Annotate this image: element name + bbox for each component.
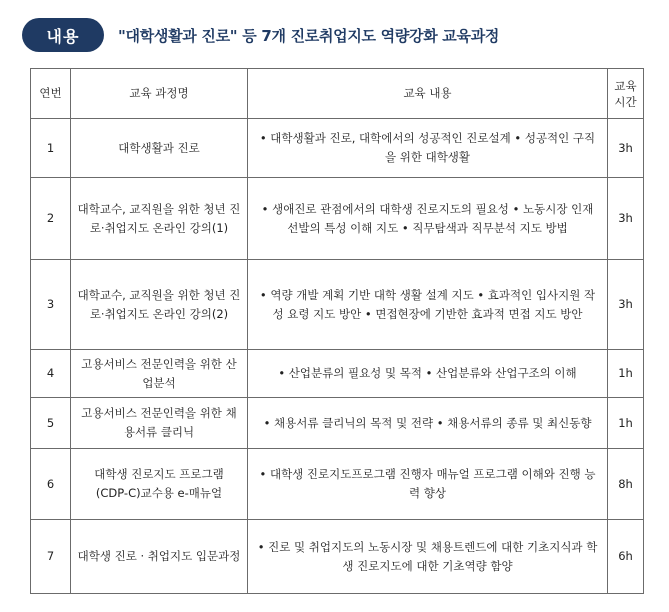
row-hours: 3h (608, 178, 644, 260)
table-row (31, 178, 644, 260)
row-hours: 1h (608, 398, 644, 449)
row-num: 2 (31, 178, 71, 260)
row-num: 6 (31, 449, 71, 520)
row-hours: 3h (608, 260, 644, 350)
row-hours: 1h (608, 350, 644, 398)
header-name: 교육 과정명 (71, 69, 248, 119)
table-row (31, 260, 644, 350)
row-name: 대학생 진로지도 프로그램 (CDP-C)교수용 e-매뉴얼 (71, 449, 248, 520)
row-content: • 역량 개발 계획 기반 대학 생활 설계 지도 • 효과적인 입사지원 작성 요령 지도 방안 • 면접현장에 기반한 효과적 면접 지도 방안 (248, 260, 608, 350)
row-num: 1 (31, 119, 71, 178)
row-name: 고용서비스 전문인력을 위한 산업분석 (71, 350, 248, 398)
row-content: • 진로 및 취업지도의 노동시장 및 채용트렌드에 대한 기초지식과 학생 진로지도에 대한 기초역량 함양 (248, 520, 608, 594)
table-row (31, 398, 644, 449)
row-name: 대학생 진로 · 취업지도 입문과정 (71, 520, 248, 594)
table-row (31, 350, 644, 398)
row-content: • 생애진로 관점에서의 대학생 진로지도의 필요성 • 노동시장 인재 선발의 특성 이해 지도 • 직무탐색과 직무분석 지도 방법 (248, 178, 608, 260)
row-hours: 3h (608, 119, 644, 178)
row-hours: 8h (608, 449, 644, 520)
header-content: 교육 내용 (248, 69, 608, 119)
table-row (31, 449, 644, 520)
row-name: 고용서비스 전문인력을 위한 채용서류 클리닉 (71, 398, 248, 449)
table-header-row (31, 69, 644, 119)
row-content: • 채용서류 클리닉의 목적 및 전략 • 채용서류의 종류 및 최신동향 (248, 398, 608, 449)
row-num: 7 (31, 520, 71, 594)
row-content: • 대학생 진로지도프로그램 진행자 매뉴얼 프로그램 이해와 진행 능력 향상 (248, 449, 608, 520)
row-num: 3 (31, 260, 71, 350)
table-row (31, 520, 644, 594)
row-content: • 산업분류의 필요성 및 목적 • 산업분류와 산업구조의 이해 (248, 350, 608, 398)
header-hours: 교육시간 (608, 69, 644, 119)
header-num: 연번 (31, 69, 71, 119)
row-name: 대학교수, 교직원을 위한 청년 진로·취업지도 온라인 강의(1) (71, 178, 248, 260)
row-content: • 대학생활과 진로, 대학에서의 성공적인 진로설계 • 성공적인 구직을 위한 대학생활 (248, 119, 608, 178)
row-num: 4 (31, 350, 71, 398)
row-name: 대학교수, 교직원을 위한 청년 진로·취업지도 온라인 강의(2) (71, 260, 248, 350)
content-badge: 내용 (22, 18, 104, 52)
table-row (31, 119, 644, 178)
curriculum-table (30, 68, 644, 594)
row-name: 대학생활과 진로 (71, 119, 248, 178)
section-title: "대학생활과 진로" 등 7개 진로취업지도 역량강화 교육과정 (118, 26, 500, 45)
row-hours: 6h (608, 520, 644, 594)
row-num: 5 (31, 398, 71, 449)
section-header (22, 18, 499, 52)
